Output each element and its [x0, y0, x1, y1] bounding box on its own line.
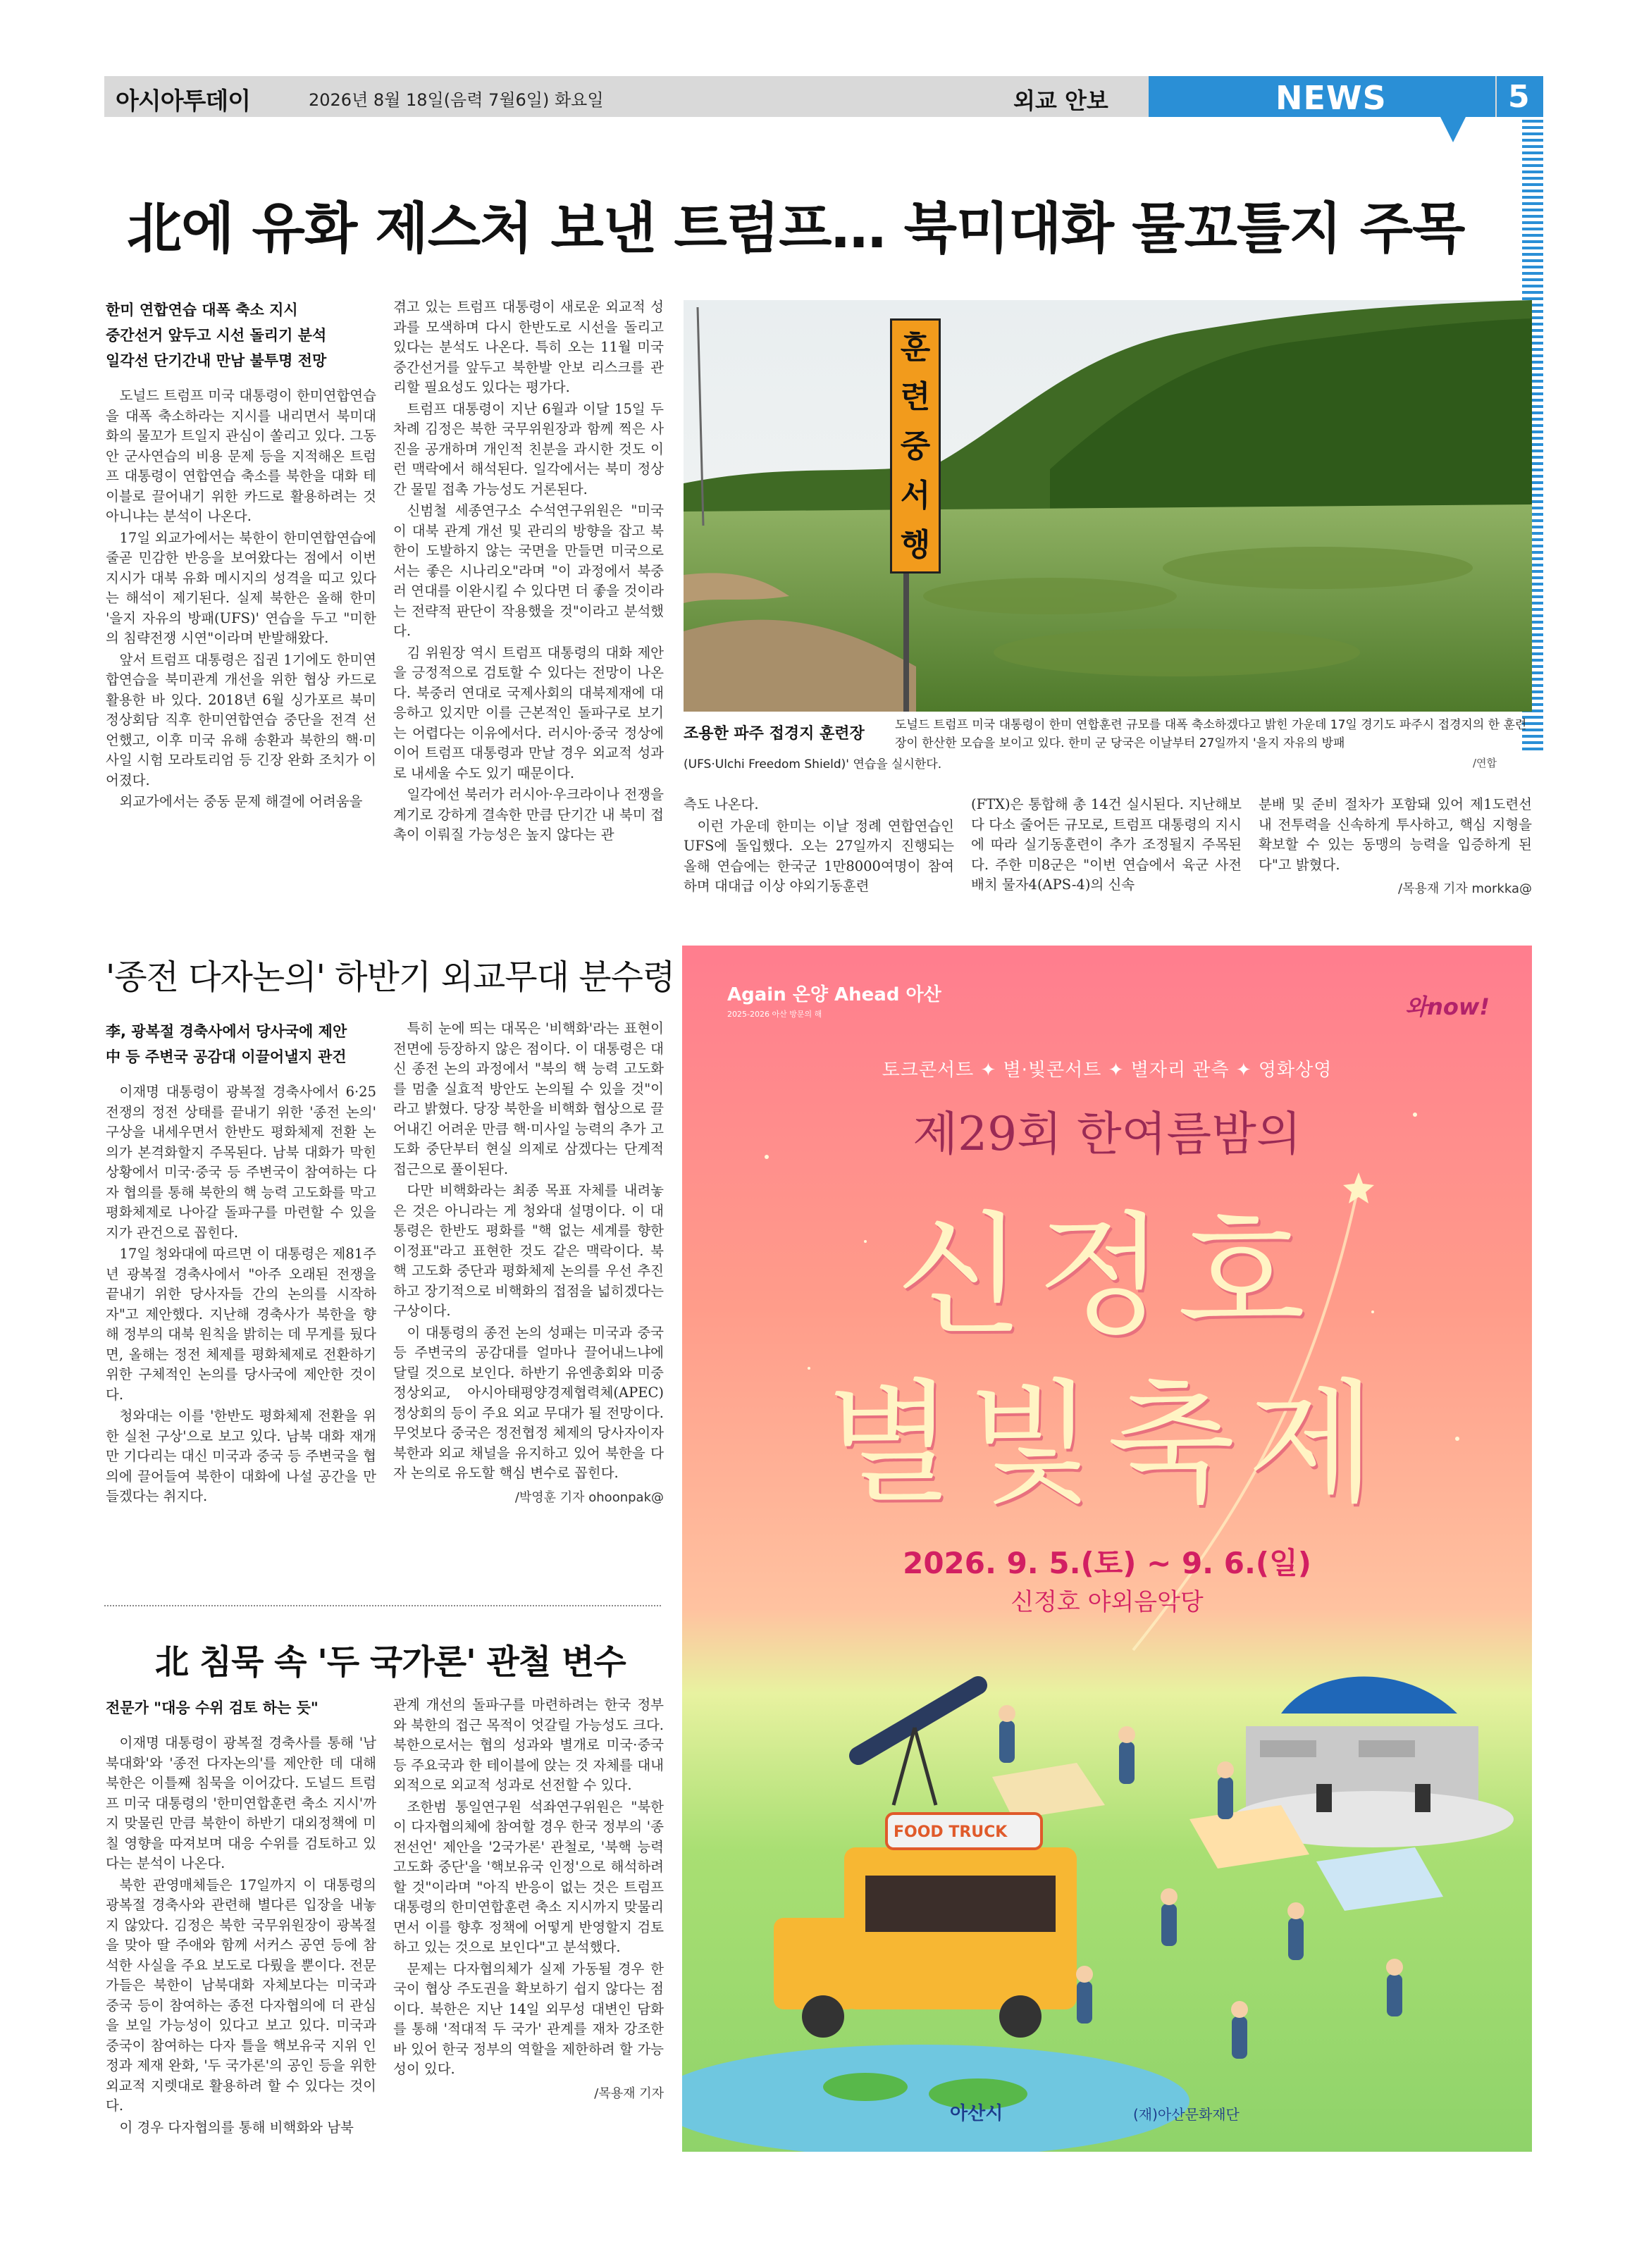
paragraph: 신범철 세종연구소 수석연구위원은 "미국이 대북 관계 개선 및 관리의 방향을 잡고 북한이 도발하지 않는 국면을 만들면 미국으로서는 좋은 시나리오"라며 "이 과정에서 북중러 연대를 이완시킬 수 있다면 더 좋을 것이라는 전략적 판단이 작용했을 것"이라고 분석했다.: [393, 502, 664, 639]
paragraph: 이 경우 다자협의를 통해 비핵화와 남북: [119, 2119, 354, 2136]
ad-subtitle: 제29회 한여름밤의: [913, 1107, 1302, 1161]
paragraph: 일각에선 북러가 러시아·우크라이나 전쟁을 계기로 강하게 결속한 만큼 단기간 내 북미 접촉이 이뤄질 가능성은 높지 않다는 관: [393, 786, 664, 843]
food-truck-sign: FOOD TRUCK: [894, 1823, 1008, 1841]
news-arrow-icon: [1440, 117, 1466, 142]
photo-caption: 도널드 트럼프 미국 대통령이 한미 연합훈련 규모를 대폭 축소하겠다고 밝힌 가운데 17일 경기도 파주시 접경지의 한 훈련장이 한산한 모습을 보이고 있다. 한미 군 당국은 이날부터 27일까지 '을지 자유의 방패: [895, 718, 1527, 750]
paragraph: 이 대통령의 종전 논의 성패는 미국과 중국 등 주변국의 공감대를 얼마나 끌어내느냐에 달릴 것으로 보인다. 하반기 유엔총회와 미중 정상외교, 아시아태평양경제협력체(APEC) 정상회의 등이 주요 외교 무대가 될 전망이다. 무엇보다 중국은 정전협정 체제의 당사자이자 북한과 외교 채널을 유지하고 있어 북한을 다자 논의로 유도할 핵심 변수로 꼽힌다.: [393, 1324, 664, 1481]
paragraph: 문제는 다자협의체가 실제 가동될 경우 한국이 협상 주도권을 확보하기 쉽지 않다는 점이다. 북한은 지난 14일 외무성 대변인 담화를 통해 '적대적 두 국가' 관계를 재차 강조한 바 있어 한국 정부의 역할을 제한하려 할 가능성이 있다.: [393, 1960, 664, 2077]
photo-caption-continued: (UFS·Ulchi Freedom Shield)' 연습을 실시한다.: [684, 757, 942, 772]
article3-column-2: [393, 1695, 664, 2217]
article-divider: [104, 1605, 661, 1606]
article2-column-2: [393, 1019, 664, 1590]
article1-column-4: [971, 795, 1242, 915]
newspaper-logo[interactable]: 아시아투데이: [116, 87, 251, 116]
photo-credit: /연합: [1473, 757, 1497, 769]
article1-column-1: [106, 297, 376, 906]
main-headline: 北에 유화 제스처 보낸 트럼프… 북미대화 물꼬틀지 주목: [127, 197, 1465, 261]
training-ground-photo: [684, 300, 1532, 712]
ad-programs: 토크콘서트 ✦ 별·빛콘서트 ✦ 별자리 관측 ✦ 영화상영: [882, 1060, 1333, 1081]
sign-char: 련: [900, 379, 931, 415]
paragraph: 이재명 대통령이 광복절 경축사에서 6·25 전쟁의 정전 상태를 끝내기 위한 '종전 논의' 구상을 내세우면서 한반도 평화체제 전환 논의가 본격화할지 주목된다. 남북 대화가 막힌 상황에서 미국·중국 등 주변국이 참여하는 다자 협의를 통해 북한의 핵 능력 고도화를 막고 평화체제로 나아갈 돌파구를 마련할 수 있을지가 관건으로 꼽힌다.: [106, 1084, 376, 1241]
sign-char: 훈: [900, 330, 931, 366]
article1-column-2: [393, 297, 664, 906]
ad-venue: 신정호 야외음악당: [1010, 1588, 1204, 1616]
article1-column-3: [684, 795, 954, 915]
news-label: NEWS: [1275, 79, 1387, 117]
photo-scene: [684, 300, 1532, 712]
paragraph: 이런 가운데 한미는 이날 정례 연합연습인 UFS에 돌입했다. 오는 27일까지 진행되는 올해 연습에는 한국군 1만8000여명이 참여하며 대대급 이상 야외기동훈련: [684, 817, 954, 894]
article3-column-1: [106, 1695, 376, 2202]
paragraph: 트럼프 대통령이 지난 6월과 이달 15일 두 차례 김정은 북한 국무위원장과 함께 찍은 사진을 공개하며 개인적 친분을 과시한 것도 이런 맥락에서 해석된다. 일각에서는 북미 정상 간 물밑 접촉 가능성도 거론된다.: [393, 400, 664, 497]
paragraph: 김 위원장 역시 트럼프 대통령의 대화 제안을 긍정적으로 검토할 수 있다는 전망이 나온다. 북중러 연대로 국제사회의 대북제재에 대응하고 있지만 이를 근본적인 돌파구로 보기는 어렵다는 이유에서다. 러시아·중국 정상에 이어 트럼프 대통령과 만날 경우 외교적 성과로 내세울 수도 있기 때문이다.: [393, 644, 664, 781]
sign-char: 중: [900, 428, 931, 464]
paragraph: 이재명 대통령이 광복절 경축사를 통해 '남북대화'와 '종전 다자논의'를 제안한 데 대해 북한은 이틀째 침묵을 이어갔다. 도널드 트럼프 미국 대통령의 '한미연합훈련 축소 지시'까지 맞물린 만큼 북한이 하반기 대외정책에 미칠 영향을 따져보며 대응 수위를 검토하고 있다는 분석이 나온다.: [106, 1735, 376, 1871]
paragraph: 측도 나온다.: [684, 796, 759, 812]
training-sign: [890, 318, 941, 574]
news-label-box: [1149, 76, 1495, 117]
sponsor-asan-city: 아산시: [950, 2103, 1003, 2124]
paragraph: 외교가에서는 중동 문제 해결에 어려움을: [119, 793, 363, 810]
ad-date: 2026. 9. 5.(토) ~ 9. 6.(일): [903, 1546, 1311, 1580]
ad-campaign-logo: Again 온양 Ahead 아산 2025-2026 아산 방문의 해: [727, 984, 941, 1019]
ad-brand-logo: 와now!: [1405, 993, 1490, 1020]
subhead-line: 일각선 단기간내 만남 불투명 전망: [106, 352, 327, 369]
article2-headline: '종전 다자논의' 하반기 외교무대 분수령: [106, 958, 675, 997]
article3-subheads: [106, 1695, 376, 1721]
page-number-box: [1497, 76, 1543, 117]
paragraph: 북한 관영매체들은 17일까지 이 대통령의 광복절 경축사와 관련해 별다른 입장을 내놓지 않았다. 김정은 북한 국무위원장이 광복절을 맞아 딸 주애와 함께 서커스 공연 등에 참석한 사실을 주요 보도로 다뤘을 뿐이다. 전문가들은 북한이 남북대화 자체보다는 미국과 중국 등이 참여하는 종전 다자협의에 더 관심을 보일 가능성이 있다고 보고 있다. 미국과 중국이 참여하는 다자 틀을 핵보유국 지위 인정과 제재 완화, '두 국가론'의 공인 등을 위한 외교적 지렛대로 활용하려 할 수 있다는 것이다.: [106, 1876, 376, 2114]
paragraph: 17일 외교가에서는 북한이 한미연합연습에 줄곧 민감한 반응을 보여왔다는 점에서 이번 지시가 대북 유화 메시지의 성격을 띠고 있다는 해석이 제기된다. 실제 북한은 올해 한미 '을지 자유의 방패(UFS)' 연습을 두고 "미한의 침략전쟁 시연"이라며 반발해왔다.: [106, 529, 376, 646]
ad-title-line-1: 신정호: [896, 1199, 1318, 1353]
photo-caption-title: 조용한 파주 접경지 훈련장: [684, 725, 865, 743]
subhead-line: 전문가 "대응 수위 검토 하는 듯": [106, 1699, 319, 1716]
article1-subheads: [106, 297, 376, 373]
festival-advertisement[interactable]: [682, 946, 1532, 2152]
paragraph: 조한범 통일연구원 석좌연구위원은 "북한이 다자협의체에 참여할 경우 한국 정부의 '종전선언' 제안을 '2국가론' 관철로, '북핵 능력 고도화 중단'을 '핵보유국 인정'으로 해석하려 할 것"이라며 "아직 반응이 없는 것은 트럼프 대통령의 한미연합훈련 축소 지시까지 맞물리면서 이를 향후 정책에 어떻게 반영할지 검토하고 있는 것으로 보인다"고 분석했다.: [393, 1798, 664, 1955]
sign-char: 서: [900, 478, 931, 514]
article3-byline: /목용재 기자: [594, 2086, 664, 2101]
article3-headline: 北 침묵 속 '두 국가론' 관철 변수: [155, 1642, 626, 1682]
paragraph: 겪고 있는 트럼프 대통령이 새로운 외교적 성과를 모색하며 다시 한반도로 시선을 돌리고 있다는 분석도 나온다. 특히 오는 11월 미국 중간선거를 앞두고 북한발 안보 리스크를 관리할 필요성도 있다는 평가다.: [393, 299, 664, 395]
article1-byline: /목용재 기자 morkka@: [1398, 881, 1532, 896]
article1-column-5: [1259, 795, 1532, 915]
paragraph: 17일 청와대에 따르면 이 대통령은 제81주년 광복절 경축사에서 "아주 오래된 전쟁을 끝내기 위한 당사자들 간의 논의를 시작하자"고 제안했다. 지난해 경축사가 북한을 향해 정부의 대북 원칙을 밝히는 데 무게를 뒀다면, 올해는 정전 체제를 평화체제로 전환하기 위한 구체적인 논의를 당사국에 제안한 것이다.: [106, 1246, 376, 1403]
article2-subheads: [106, 1019, 376, 1070]
subhead-line: 中 등 주변국 공감대 이끌어낼지 관건: [106, 1048, 347, 1065]
paragraph: 관계 개선의 돌파구를 마련하려는 한국 정부와 북한의 접근 목적이 엇갈릴 가능성도 크다. 북한으로서는 협의 성과와 별개로 미국·중국 등 주요국과 한 테이블에 앉는 것 자체를 대내외적으로 외교적 성과로 선전할 수 있다.: [393, 1697, 664, 1793]
page-number: 5: [1508, 79, 1530, 115]
subhead-line: 한미 연합연습 대폭 축소 지시: [106, 302, 298, 318]
paragraph: 분배 및 준비 절차가 포함돼 있어 제1도련선 내 전투력을 신속하게 투사하고, 핵심 지형을 확보할 수 있는 동맹의 능력을 입증하게 된다"고 밝혔다.: [1259, 796, 1532, 873]
sponsor-foundation: (재)아산문화재단: [1133, 2106, 1240, 2123]
paragraph: 도널드 트럼프 미국 대통령이 한미연합연습을 대폭 축소하라는 지시를 내리면서 북미대화의 물꼬가 트일지 관심이 쏠리고 있다. 그동안 군사연습의 비용 문제 등을 지적해온 트럼프 대통령이 연합연습 축소를 북한을 대화 테이블로 끌어내기 위한 카드로 활용하려는 것아니냐는 분석이 나온다.: [106, 388, 376, 524]
paragraph: (FTX)은 통합해 총 14건 실시된다. 지난해보다 다소 줄어든 규모로, 트럼프 대통령의 지시에 따라 실기동훈련이 추가 조정될지 주목된다. 주한 미8군은 "이번 연습에서 육군 사전배치 물자4(APS-4)의 신속: [971, 796, 1242, 893]
paragraph: 다만 비핵화라는 최종 목표 자체를 내려놓은 것은 아니라는 게 청와대 설명이다. 이 대통령은 한반도 평화를 "핵 없는 세계를 향한 이정표"라고 표현한 것도 같은 맥락이다. 북핵 고도화 중단과 평화체제 논의를 우선 추진하고 장기적으로 비핵화의 접점을 넓히겠다는 구상이다.: [393, 1182, 664, 1319]
subhead-line: 중간선거 앞두고 시선 돌리기 분석: [106, 327, 327, 344]
paragraph: 특히 눈에 띄는 대목은 '비핵화'라는 표현이 전면에 등장하지 않은 점이다. 이 대통령은 대신 종전 논의 과정에서 "북의 핵 능력 고도화를 멈출 실효적 방안도 논의될 수 있을 것"이라고 밝혔다. 당장 북한을 비핵화 협상으로 끌어내긴 어려운 만큼 핵·미사일 능력의 추가 고도화 중단부터 현실 의제로 삼겠다는 단계적 접근으로 풀이된다.: [393, 1020, 664, 1177]
ad-title-line-2: 별빛축제: [825, 1367, 1389, 1521]
paragraph: 청와대는 이를 '한반도 평화체제 전환을 위한 실천 구상'으로 보고 있다. 남북 대화 재개만 기다리는 대신 미국과 중국 등 주변국을 협의에 끌어들여 북한이 대화에 나설 공간을 만들겠다는 취지다.: [106, 1408, 376, 1504]
section-title: 외교 안보: [1013, 87, 1108, 114]
issue-date: 2026년 8월 18일(음력 7월6일) 화요일: [309, 90, 604, 110]
article2-byline: /박영훈 기자 ohoonpak@: [514, 1489, 664, 1505]
paragraph: 앞서 트럼프 대통령은 집권 1기에도 한미연합연습을 북미관계 개선을 위한 협상 카드로 활용한 바 있다. 2018년 6월 싱가포르 북미정상회담 직후 한미연합연습 중단을 전격 선언했고, 이후 미국 유해 송환과 북한의 핵·미사일 시험 모라토리엄 등 긴장 완화 조치가 이어졌다.: [106, 651, 376, 788]
sign-char: 행: [900, 527, 931, 563]
subhead-line: 李, 광복절 경축사에서 당사국에 제안: [106, 1023, 347, 1040]
article2-column-1: [106, 1019, 376, 1582]
